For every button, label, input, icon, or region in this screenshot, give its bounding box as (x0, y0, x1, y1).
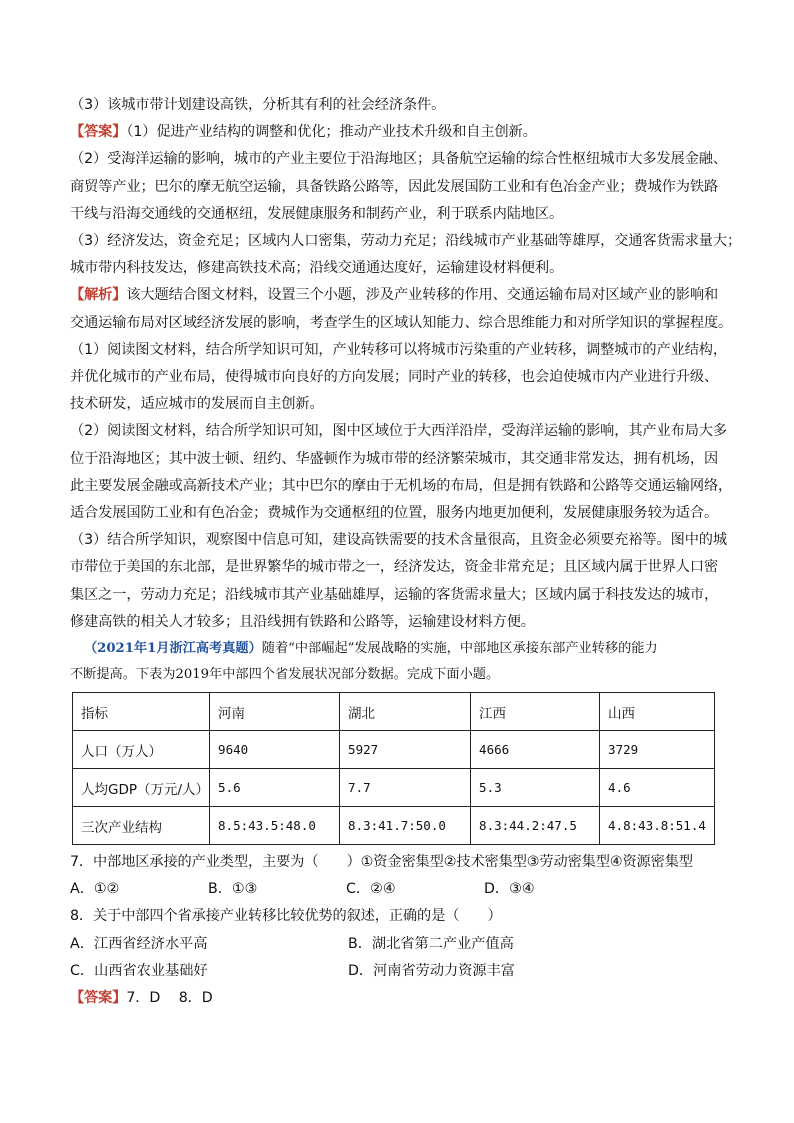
option-a[interactable]: A．①② (70, 881, 120, 898)
table-cell: 8.3:44.2:47.5 (471, 807, 600, 845)
table-cell: 9640 (210, 731, 340, 769)
document-page (70, 92, 742, 1012)
table-cell: 4.6 (600, 769, 715, 807)
answer-text: （1）促进产业结构的调整和优化；推动产业技术升级和自主创新。 (126, 124, 537, 141)
analysis-line: （1）阅读图文材料，结合所学知识可知，产业转移可以将城市污染重的产业转移，调整城市的产业结构， (70, 341, 727, 358)
option-a[interactable]: A．江西省经济水平高 (70, 935, 208, 952)
table-header-cell: 山西 (600, 693, 715, 731)
table-cell: 7.7 (340, 769, 471, 807)
table-header-cell: 指标 (73, 693, 210, 731)
table-row (73, 807, 715, 845)
analysis-line: 位于沿海地区；其中波士顿、纽约、华盛顿作为城市带的经济繁荣城市，其交通非常发达，拥有机场，因 (70, 450, 719, 467)
analysis-line (70, 282, 722, 309)
answer-line (70, 119, 722, 146)
table-cell: 8.3:41.7:50.0 (340, 807, 471, 845)
answer-line: 城市带内科技发达，修建高铁技术高；沿线交通通达度好，运输建设材料便利。 (70, 260, 564, 277)
table-row (73, 731, 715, 769)
answer-line: 商贸等产业；巴尔的摩无航空运输，具备铁路公路等，因此发展国防工业和有色冶金产业；费城作为铁路 (70, 178, 719, 195)
analysis-text: 该大题结合图文材料，设置三个小题，涉及产业转移的作用、交通运输布局对区域产业的影响和 (126, 287, 719, 304)
analysis-line: 并优化城市的产业布局，使得城市向良好的方向发展；同时产业的转移，也会迫使城市内产业进行升级、 (70, 369, 719, 386)
analysis-line: 适合发展国防工业和有色冶金；费城作为交通枢纽的位置，服务内地更加便利，发展健康服务较为适合。 (70, 505, 719, 522)
final-answer-tag: 【答案】 (70, 990, 127, 1007)
province-data-table (72, 692, 715, 845)
table-cell: 5927 (340, 731, 471, 769)
intro-text: 随着“中部崛起”发展战略的实施，中部地区承接东部产业转移的能力 (261, 641, 658, 657)
question-intro (70, 636, 722, 662)
question-source: （2021年1月浙江高考真题） (84, 641, 262, 657)
table-cell: 5.6 (210, 769, 340, 807)
option-b[interactable]: B．①③ (208, 881, 258, 898)
table-header-row (73, 693, 715, 731)
analysis-line: （3）结合所学知识，观察图中信息可知，建设高铁需要的技术含量很高，且资金必须要充裕等。图中的城 (70, 532, 727, 549)
answer-line: 干线与沿海交通线的交通枢纽，发展健康服务和制药产业，利于联系内陆地区。 (70, 205, 564, 222)
option-c[interactable]: C．山西省农业基础好 (70, 962, 208, 979)
option-b[interactable]: B．湖北省第二产业产值高 (348, 935, 514, 952)
table-row (73, 769, 715, 807)
option-c[interactable]: C．②④ (346, 881, 396, 898)
answer-line: （2）受海洋运输的影响，城市的产业主要位于沿海地区；具备航空运输的综合性枢纽城市大多发展金融、 (70, 151, 727, 168)
final-answer (70, 985, 722, 1012)
analysis-line: （2）阅读图文材料，结合所学知识可知，图中区域位于大西洋沿岸，受海洋运输的影响，其产业布局大多 (70, 423, 727, 440)
answer-tag: 【答案】 (70, 124, 127, 141)
question-8-options-row1 (70, 931, 722, 958)
option-d[interactable]: D．河南省劳动力资源丰富 (348, 962, 515, 979)
question-7-stem: 7．中部地区承接的产业类型，主要为（ ）①资金密集型②技术密集型③劳动密集型④资源密集型 (70, 854, 693, 871)
table-cell: 人均GDP（万元/人） (73, 769, 210, 807)
table-cell: 8.5:43.5:48.0 (210, 807, 340, 845)
table-cell: 三次产业结构 (73, 807, 210, 845)
table-cell: 5.3 (471, 769, 600, 807)
question-3: （3）该城市带计划建设高铁，分析其有利的社会经济条件。 (70, 97, 446, 113)
table-cell: 4.8:43.8:51.4 (600, 807, 715, 845)
question-8-options-row2 (70, 958, 722, 985)
question-7-options (70, 876, 722, 903)
analysis-line: 市带位于美国的东北部，是世界繁华的城市带之一，经济发达，资金非常充足；且区域内属于世界人口密 (70, 559, 719, 576)
option-d[interactable]: D．③④ (484, 881, 535, 898)
table-header-cell: 江西 (471, 693, 600, 731)
final-answer-text: 7．D 8．D (126, 990, 213, 1007)
analysis-line: 此主要发展金融或高新技术产业；其中巴尔的摩由于无机场的布局，但是拥有铁路和公路等交通运输网络， (70, 477, 733, 494)
table-cell: 3729 (600, 731, 715, 769)
analysis-tag: 【解析】 (70, 287, 127, 304)
table-cell: 人口（万人） (73, 731, 210, 769)
analysis-line: 技术研发，适应城市的发展而自主创新。 (70, 396, 324, 413)
answer-line: （3）经济发达，资金充足；区域内人口密集，劳动力充足；沿线城市产业基础等雄厚，交通客货需求量大； (70, 233, 742, 250)
table-header-cell: 湖北 (340, 693, 471, 731)
table-cell: 4666 (471, 731, 600, 769)
question-8-stem: 8．关于中部四个省承接产业转移比较优势的叙述，正确的是（ ） (70, 908, 502, 925)
analysis-line: 修建高铁的相关人才较多；且沿线拥有铁路和公路等，运输建设材料方便。 (70, 613, 535, 630)
table-header-cell: 河南 (210, 693, 340, 731)
analysis-line: 交通运输布局对区域经济发展的影响，考查学生的区域认知能力、综合思维能力和对所学知识的掌握程度。 (70, 314, 733, 331)
analysis-line: 集区之一，劳动力充足；沿线城市其产业基础雄厚，运输的客货需求量大；区域内属于科技发达的城市， (70, 586, 719, 603)
question-intro-cont: 不断提高。下表为2019年中部四个省发展状况部分数据。完成下面小题。 (70, 667, 500, 683)
